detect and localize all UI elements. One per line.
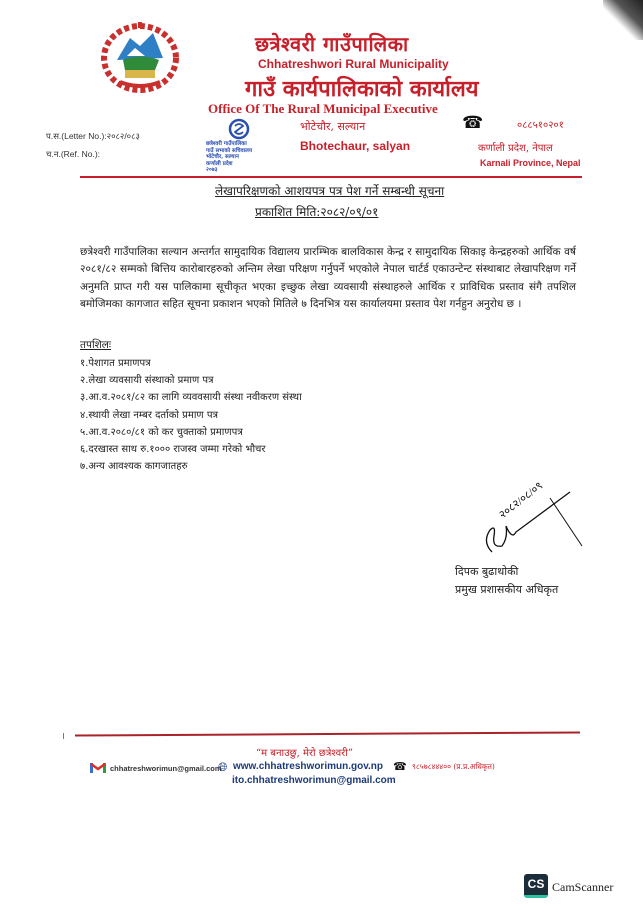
list-item: ७.अन्य आवश्यक कागजातहरु <box>80 461 188 473</box>
office-stamp <box>206 141 252 174</box>
footer-it-email[interactable]: ito.chhatreshworimun@gmail.com <box>232 775 396 786</box>
footer-tick <box>63 733 64 739</box>
list-item: ४.स्थायी लेखा नम्बर दर्ताको प्रमाण पत्र <box>80 409 219 421</box>
nepal-emblem-icon <box>95 18 185 93</box>
footer-phone-icon: ☎ <box>393 760 407 773</box>
stamp-line: २०७३ <box>206 167 218 174</box>
phone-icon: ☎ <box>462 113 484 133</box>
stamp-seal-icon <box>228 118 250 140</box>
stamp-line: कर्णाली प्रदेश <box>206 160 233 167</box>
signatory-name: दिपक बुढाथोकी <box>455 565 519 578</box>
province-np: कर्णाली प्रदेश, नेपाल <box>478 143 553 154</box>
office-name-en: Office Of The Rural Municipal Executive <box>208 101 438 116</box>
notice-title: लेखापरिक्षणको आशयपत्र पत्र पेश गर्ने सम्बन्धी सूचना <box>215 184 445 198</box>
address-np: भोटेचौर, सल्यान <box>300 120 366 133</box>
footer-divider <box>75 731 580 736</box>
header-divider <box>80 176 582 178</box>
list-item: ५.आ.व.२०८०/८१ को कर चुक्ताको प्रमाणपत्र <box>80 426 243 438</box>
notice-body: छत्रेश्वरी गाउँपालिका सल्यान अन्तर्गत सामुदायिक विद्यालय प्रारम्भिक बालविकास केन्द्र र सामुदायिक सिकाइ केन्द्रहरुको आर्थिक वर्ष २०८१/८२ सम्मको बित्तिय कारोबारहरुको अन्तिम लेखा परिक्षण गर्नुपर्ने भएकोले नेपाल चार्टर्ड एकाउन्टेन्ट संस्थाबाट लेखापरिक्षण गर्ने अनुमति प्राप्त गरी यस पालिकामा सूचीकृत भएका इच्छुक लेखा व्यवसायी संस्थाहरुले आर्थिक र प्राविधिक प्रस्ताव संगै तपशिल बमोजिमका कागजात सहित सूचना प्रकाशन भएको मितिले ७ दिनभित्र यस कार्यालयमा प्रस्ताव पेश गर्नहुन अनुरोध छ । <box>80 246 576 311</box>
header-phone: ०८८५१०२०१ <box>517 120 564 131</box>
stamp-line: भोटेचौर, सल्यान <box>206 154 239 161</box>
letter-number: प.स.(Letter No.):२०८२/०८३ <box>46 131 140 141</box>
footer-website[interactable]: www.chhatreshworimun.gov.np <box>233 761 384 772</box>
document-list <box>80 355 302 475</box>
signature-date: २०८२/०८/०९ <box>496 479 546 522</box>
list-item: ६.दरखास्त साथ रु.१००० राजस्व जम्मा गरेको भौचर <box>80 444 266 456</box>
list-item: २.लेखा व्यवसायी संस्थाको प्रमाण पत्र <box>80 375 214 387</box>
stamp-line: गाउँ सभाको सचिवालय <box>206 147 253 154</box>
scan-corner-shadow <box>603 0 643 40</box>
signatory-title: प्रमुख प्रशासकीय अधिकृत <box>455 583 559 596</box>
stamp-line: छत्रेश्वरी गाउँपालिका <box>206 141 247 147</box>
footer-slogan: “म बनाउछु, मेरो छत्रेश्वरी” <box>256 748 353 759</box>
municipality-name-np: छत्रेश्वरी गाउँपालिका <box>255 32 409 56</box>
province-en: Karnali Province, Nepal <box>480 158 581 168</box>
municipality-name-en: Chhatreshwori Rural Municipality <box>258 57 449 71</box>
reference-number: च.न.(Ref. No.): <box>46 149 101 159</box>
office-name-np: गाउँ कार्यपालिकाको कार्यालय <box>245 76 479 102</box>
globe-icon: 🌐︎ <box>218 760 228 774</box>
published-date: प्रकाशित मिति:२०८२/०९/०१ <box>255 205 379 219</box>
list-item: ३.आ.व.२०८१/८२ का लागि व्यववसायी संस्था नवीकरण संस्था <box>80 392 302 404</box>
details-heading: तपशिलः <box>80 339 112 351</box>
footer-phone: ९८५७८४४४०० (प्र.प्र.अधिकृत) <box>412 762 495 771</box>
list-item: १.पेशागत प्रमाणपत्र <box>80 358 151 369</box>
address-en: Bhotechaur, salyan <box>300 139 411 153</box>
gmail-icon <box>90 763 106 773</box>
camscanner-text: CamScanner <box>552 880 614 894</box>
camscanner-logo: CS <box>524 874 548 898</box>
footer-email[interactable]: chhatreshworimun@gmail.com <box>110 764 222 773</box>
